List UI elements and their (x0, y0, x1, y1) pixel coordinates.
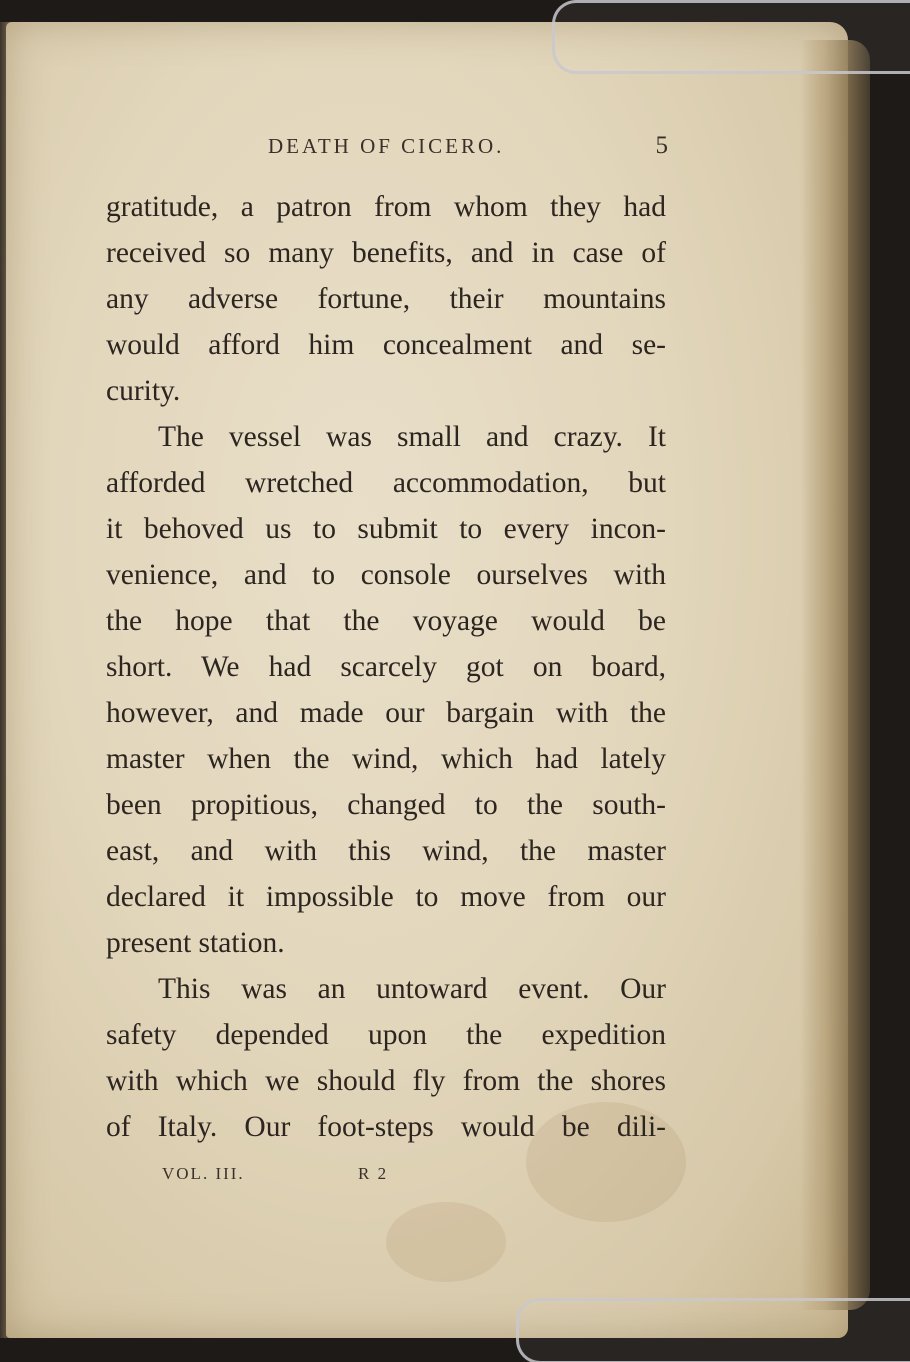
text-line: This was an untoward event. Our (158, 973, 666, 1005)
text-line: The vessel was small and crazy. It (158, 421, 666, 453)
bottom-page-clip (516, 1298, 910, 1362)
text-line: however, and made our bargain with the (106, 697, 666, 729)
running-head (108, 132, 668, 164)
text-line: present station. (106, 927, 285, 959)
text-line: gratitude, a patron from whom they had (106, 191, 666, 223)
text-line: of Italy. Our foot-steps would be dili- (106, 1111, 666, 1143)
text-line: safety depended upon the expedition (106, 1019, 666, 1051)
top-page-clip (552, 0, 910, 74)
text-line: venience, and to console ourselves with (106, 559, 666, 591)
running-title: DEATH OF CICERO. (268, 134, 505, 158)
text-line: been propitious, changed to the south- (106, 789, 666, 821)
text-line: afforded wretched accommodation, but (106, 467, 666, 499)
text-line: east, and with this wind, the master (106, 835, 666, 867)
page-edges (800, 40, 870, 1310)
text-line: the hope that the voyage would be (106, 605, 666, 637)
text-line: it behoved us to submit to every incon- (106, 513, 666, 545)
text-line: declared it impossible to move from our (106, 881, 666, 913)
signature-mark: R 2 (358, 1164, 389, 1183)
text-line: short. We had scarcely got on board, (106, 651, 666, 683)
text-line: received so many benefits, and in case of (106, 237, 666, 269)
paper-stain (386, 1202, 506, 1282)
text-line: any adverse fortune, their mountains (106, 283, 666, 315)
volume-label: VOL. III. (162, 1164, 245, 1183)
page-number: 5 (655, 132, 668, 159)
text-line: master when the wind, which had lately (106, 743, 666, 775)
text-line: with which we should fly from the shores (106, 1065, 666, 1097)
text-line: would afford him concealment and se- (106, 329, 666, 361)
body-text (106, 184, 666, 1150)
text-line: curity. (106, 375, 181, 407)
